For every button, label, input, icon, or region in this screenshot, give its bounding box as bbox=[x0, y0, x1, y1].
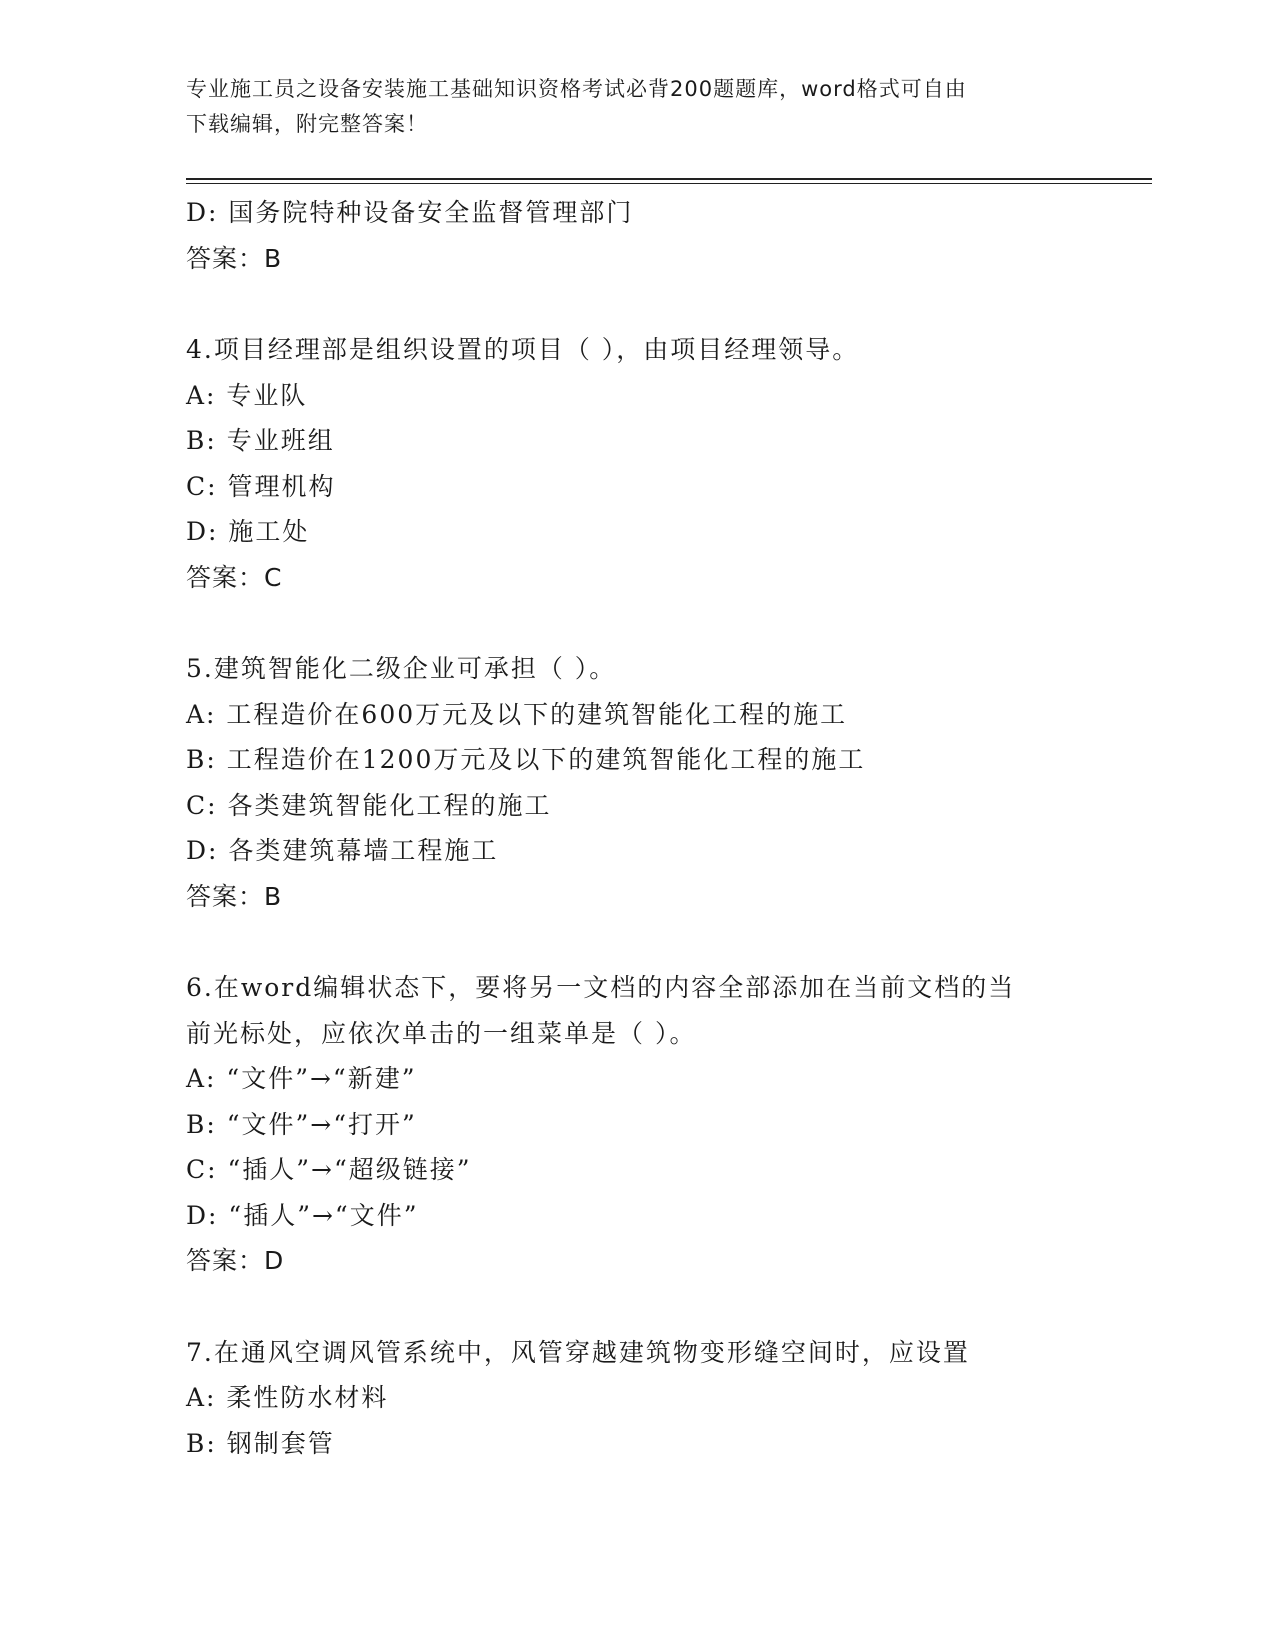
question-stem: 5.建筑智能化二级企业可承担（ ）。 bbox=[186, 654, 617, 683]
question-stem: 4.项目经理部是组织设置的项目（ ），由项目经理领导。 bbox=[186, 335, 860, 364]
option-c: C: 管理机构 bbox=[186, 471, 336, 501]
question-7 bbox=[186, 1330, 1086, 1467]
question-spacer bbox=[186, 281, 1086, 327]
option-d: D: 国务院特种设备安全监督管理部门 bbox=[186, 198, 634, 227]
option-d: D: 各类建筑幕墙工程施工 bbox=[186, 836, 499, 865]
header-line-2: 下载编辑，附完整答案！ bbox=[186, 112, 428, 136]
question-stem-line-1: 6.在word编辑状态下，要将另一文档的内容全部添加在当前文档的当 bbox=[186, 973, 1016, 1002]
question-5 bbox=[186, 646, 1086, 919]
header-rule-thin bbox=[186, 183, 1152, 184]
answer-line: 答案：D bbox=[186, 1246, 285, 1275]
question-3-tail bbox=[186, 190, 1086, 281]
header-rule-thick bbox=[186, 178, 1152, 180]
option-c: C: 各类建筑智能化工程的施工 bbox=[186, 790, 552, 820]
option-a: A: “文件”→“新建” bbox=[186, 1064, 417, 1093]
option-b: B: 钢制套管 bbox=[186, 1428, 335, 1458]
option-a: A: 工程造价在600万元及以下的建筑智能化工程的施工 bbox=[186, 699, 848, 729]
question-spacer bbox=[186, 600, 1086, 646]
document-body bbox=[186, 190, 1086, 1466]
option-b: B: 专业班组 bbox=[186, 426, 335, 455]
answer-line: 答案：B bbox=[186, 881, 283, 911]
question-6 bbox=[186, 965, 1086, 1284]
option-c: C: “插人”→“超级链接” bbox=[186, 1155, 472, 1184]
question-stem-line-2: 前光标处，应依次单击的一组菜单是（ ）。 bbox=[186, 1018, 697, 1048]
answer-line: 答案：B bbox=[186, 243, 283, 273]
option-a: A: 柔性防水材料 bbox=[186, 1383, 389, 1412]
option-d: D: “插人”→“文件” bbox=[186, 1200, 419, 1230]
question-spacer bbox=[186, 919, 1086, 965]
option-b: B: 工程造价在1200万元及以下的建筑智能化工程的施工 bbox=[186, 745, 866, 774]
option-b: B: “文件”→“打开” bbox=[186, 1109, 417, 1139]
answer-line: 答案：C bbox=[186, 562, 283, 592]
header-line-1: 专业施工员之设备安装施工基础知识资格考试必背200题题库，word格式可自由 bbox=[186, 77, 967, 101]
question-stem: 7.在通风空调风管系统中，风管穿越建筑物变形缝空间时，应设置 bbox=[186, 1337, 970, 1367]
option-d: D: 施工处 bbox=[186, 517, 310, 546]
question-4 bbox=[186, 327, 1086, 600]
option-a: A: 专业队 bbox=[186, 380, 308, 410]
document-header bbox=[186, 72, 1066, 142]
question-spacer bbox=[186, 1284, 1086, 1330]
